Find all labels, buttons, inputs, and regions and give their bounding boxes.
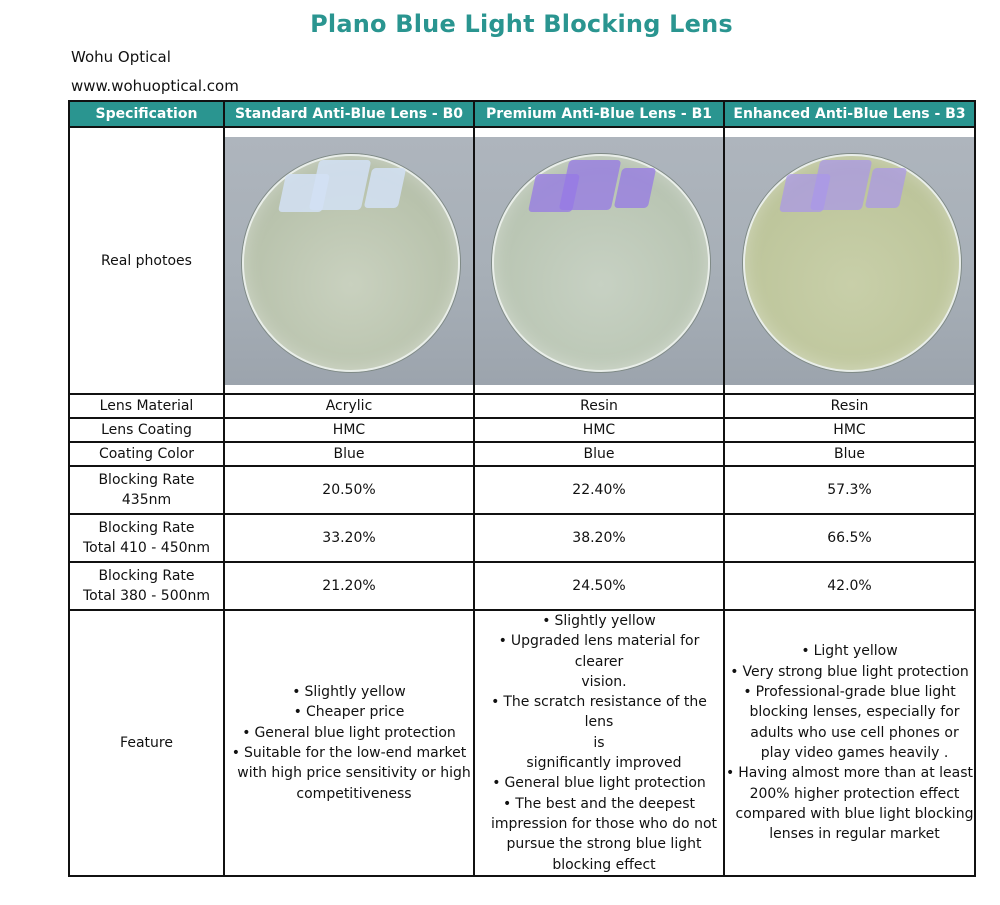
row-label-line1: Blocking Rate — [98, 520, 195, 536]
row-label-line2: Total 380 - 500nm — [82, 588, 211, 604]
list-item: significantly improved — [526, 755, 682, 772]
list-item: • Very strong blue light protection — [730, 663, 969, 680]
cell-b1: 24.50% — [474, 562, 724, 610]
photo-row-label: Real photoes — [69, 127, 224, 394]
header-b1: Premium Anti-Blue Lens - B1 — [474, 101, 724, 127]
photo-row — [69, 127, 975, 394]
feature-list-b0 — [225, 682, 473, 804]
table-row-lens-coating — [69, 418, 975, 442]
cell-b3: 42.0% — [724, 562, 975, 610]
row-label-line1: Blocking Rate — [98, 472, 195, 488]
feature-list-b1 — [475, 611, 723, 875]
cell-b3: 57.3% — [724, 466, 975, 514]
cell-b0: 20.50% — [224, 466, 474, 514]
cell-b1: 38.20% — [474, 514, 724, 562]
row-label — [69, 466, 224, 514]
row-label-line1: Blocking Rate — [98, 568, 195, 584]
list-item: • The best and the deepest — [502, 795, 696, 812]
lens-photo-b0 — [225, 137, 473, 385]
feature-cell-b3 — [724, 610, 975, 876]
list-item: impression for those who do not — [491, 815, 717, 832]
cell-b1: 22.40% — [474, 466, 724, 514]
list-item: with high price sensitivity or high — [237, 765, 471, 782]
row-label: Feature — [69, 610, 224, 876]
list-item: • Cheaper price — [293, 704, 405, 721]
feature-cell-b1 — [474, 610, 724, 876]
header-b3: Enhanced Anti-Blue Lens - B3 — [724, 101, 975, 127]
list-item: lenses in regular market — [769, 826, 940, 843]
spec-table — [68, 100, 976, 877]
list-item: play video games heavily . — [760, 744, 949, 761]
table-header-row — [69, 101, 975, 127]
cell-b3: Resin — [724, 394, 975, 418]
list-item: • Professional-grade blue light — [743, 684, 956, 701]
cell-b0: Blue — [224, 442, 474, 466]
list-item: adults who use cell phones or — [750, 724, 959, 741]
lens-photo-b3 — [725, 137, 974, 385]
list-item: compared with blue light blocking — [735, 805, 974, 822]
list-item: competitiveness — [296, 785, 412, 802]
cell-b0: 33.20% — [224, 514, 474, 562]
lens-image-b0 — [242, 154, 460, 372]
header-specification: Specification — [69, 101, 224, 127]
company-name: Wohu Optical — [71, 48, 171, 66]
lens-image-b3 — [743, 154, 961, 372]
list-item: is — [593, 734, 605, 751]
list-item: blocking lenses, especially for — [749, 704, 960, 721]
list-item: pursue the strong blue light — [506, 836, 702, 853]
list-item: 200% higher protection effect — [749, 785, 960, 802]
photo-cell-b0 — [224, 127, 474, 394]
list-item: • Slightly yellow — [542, 613, 656, 629]
cell-b0: 21.20% — [224, 562, 474, 610]
table-row-feature — [69, 610, 975, 876]
list-item: blocking effect — [552, 856, 656, 873]
list-item: • Having almost more than at least — [725, 765, 974, 782]
cell-b3: 66.5% — [724, 514, 975, 562]
photo-cell-b1 — [474, 127, 724, 394]
header-b0: Standard Anti-Blue Lens - B0 — [224, 101, 474, 127]
list-item: vision. — [581, 673, 627, 690]
photo-cell-b3 — [724, 127, 975, 394]
cell-b1: Blue — [474, 442, 724, 466]
list-item: • General blue light protection — [242, 724, 456, 741]
feature-cell-b0 — [224, 610, 474, 876]
feature-list-b3 — [725, 641, 974, 844]
lens-photo-b1 — [475, 137, 723, 385]
lens-image-b1 — [492, 154, 710, 372]
cell-b0: HMC — [224, 418, 474, 442]
list-item: • Upgraded lens material for clearer — [498, 633, 700, 670]
cell-b1: HMC — [474, 418, 724, 442]
table-row-lens-material — [69, 394, 975, 418]
row-label-line2: 435nm — [121, 492, 172, 508]
cell-b0: Acrylic — [224, 394, 474, 418]
cell-b3: Blue — [724, 442, 975, 466]
page-title: Plano Blue Light Blocking Lens — [310, 10, 733, 38]
row-label: Lens Coating — [69, 418, 224, 442]
list-item: • Slightly yellow — [292, 684, 406, 701]
row-label — [69, 514, 224, 562]
row-label-line2: Total 410 - 450nm — [82, 540, 211, 556]
list-item: • Light yellow — [801, 643, 898, 660]
website-url: www.wohuoptical.com — [71, 77, 239, 95]
table-row-blocking-410-450 — [69, 514, 975, 562]
list-item: • General blue light protection — [492, 775, 706, 792]
table-row-blocking-380-500 — [69, 562, 975, 610]
row-label: Coating Color — [69, 442, 224, 466]
table-row-coating-color — [69, 442, 975, 466]
cell-b1: Resin — [474, 394, 724, 418]
row-label — [69, 562, 224, 610]
row-label: Lens Material — [69, 394, 224, 418]
cell-b3: HMC — [724, 418, 975, 442]
table-row-blocking-435 — [69, 466, 975, 514]
list-item: • Suitable for the low-end market — [231, 744, 467, 761]
list-item: • The scratch resistance of the lens — [491, 694, 707, 731]
